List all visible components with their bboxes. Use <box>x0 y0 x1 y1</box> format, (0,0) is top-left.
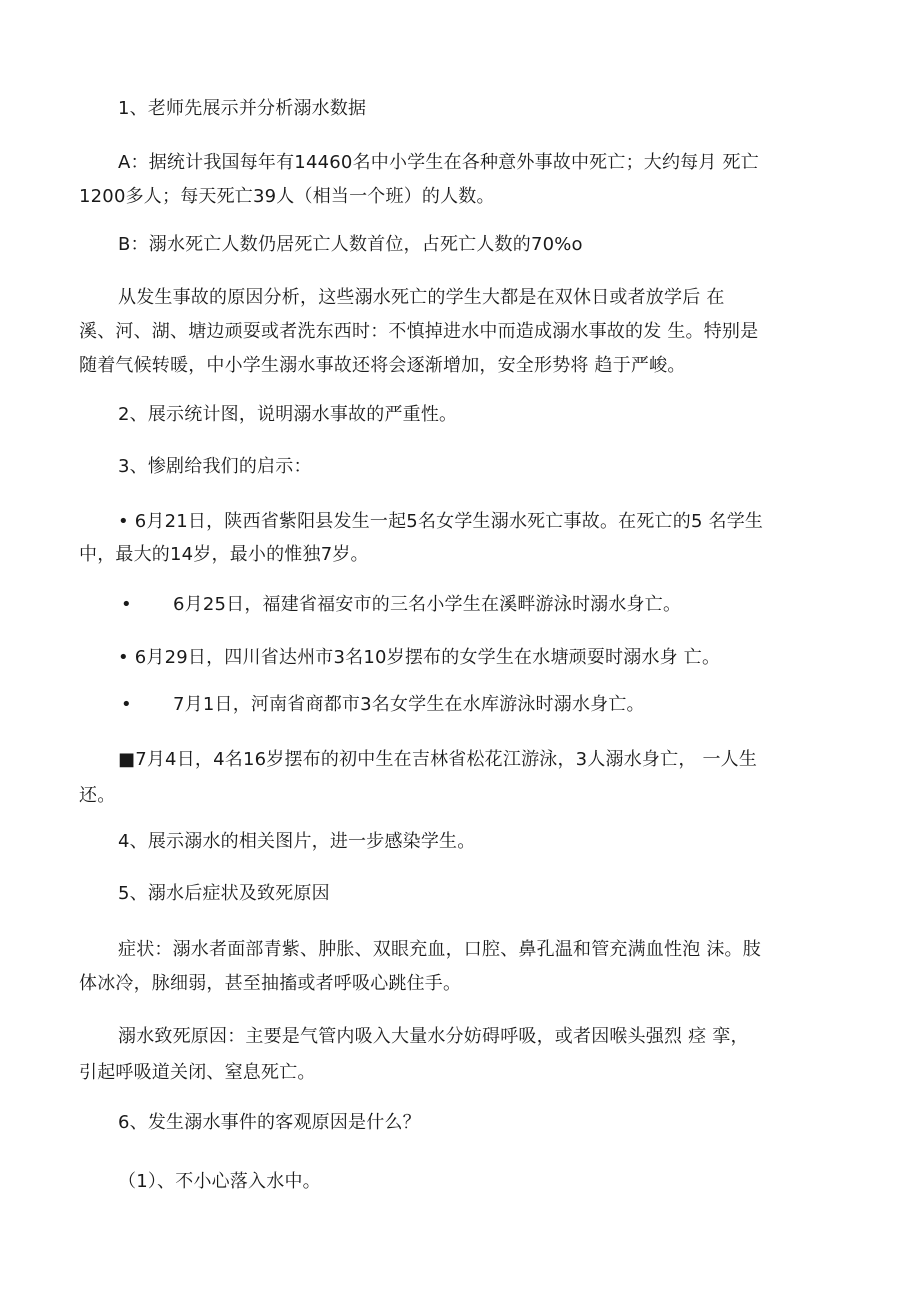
section-heading-5: 5、溺水后症状及致死原因 <box>118 883 330 904</box>
reason-1: （1）、不小心落入水中。 <box>118 1171 321 1192</box>
paragraph-a-line-2: 1200多人；每天死亡39人（相当一个班）的人数。 <box>79 186 495 207</box>
case-2-bullet: • <box>121 594 132 615</box>
case-4-bullet: • <box>121 694 132 715</box>
cause-paragraph-line-1: 从发生事故的原因分析，这些溺水死亡的学生大都是在双休日或者放学后 在 <box>118 287 725 308</box>
paragraph-b: B：溺水死亡人数仍居死亡人数首位，占死亡人数的70%o <box>118 234 583 255</box>
section-heading-6: 6、发生溺水事件的客观原因是什么？ <box>118 1112 421 1133</box>
death-cause-line-1: 溺水致死原因：主要是气管内吸入大量水分妨碍呼吸，或者因喉头强烈 痉 挛， <box>118 1026 749 1047</box>
case-5-line-1: ■7月4日，4名16岁摆布的初中生在吉林省松花江游泳，3人溺水身亡， 一人生 <box>118 749 758 770</box>
paragraph-a-line-1: A：据统计我国每年有14460名中小学生在各种意外事故中死亡；大约每月 死亡 <box>118 152 759 173</box>
section-heading-4: 4、展示溺水的相关图片，进一步感染学生。 <box>118 831 476 852</box>
section-heading-3: 3、惨剧给我们的启示： <box>118 456 312 477</box>
section-heading-1: 1、老师先展示并分析溺水数据 <box>118 98 367 119</box>
section-heading-2: 2、展示统计图，说明溺水事故的严重性。 <box>118 404 458 425</box>
death-cause-line-2: 引起呼吸道关闭、窒息死亡。 <box>79 1062 316 1083</box>
symptom-line-2: 体冰冷，脉细弱，甚至抽搐或者呼吸心跳住手。 <box>79 973 462 994</box>
symptom-line-1: 症状：溺水者面部青紫、肿胀、双眼充血，口腔、鼻孔温和管充满血性泡 沫。肢 <box>118 939 761 960</box>
case-5-line-2: 还。 <box>79 785 116 806</box>
case-1-line-2: 中，最大的14岁，最小的惟独7岁。 <box>79 544 369 565</box>
case-1-line-1: • 6月21日，陕西省紫阳县发生一起5名女学生溺水死亡事故。在死亡的5 名学生 <box>118 511 764 532</box>
case-2-text: 6月25日，福建省福安市的三名小学生在溪畔游泳时溺水身亡。 <box>173 594 682 615</box>
case-3: • 6月29日，四川省达州市3名10岁摆布的女学生在水塘顽耍时溺水身 亡。 <box>118 647 721 668</box>
case-4-text: 7月1日，河南省商都市3名女学生在水库游泳时溺水身亡。 <box>173 694 645 715</box>
cause-paragraph-line-3: 随着气候转暖，中小学生溺水事故还将会逐渐增加，安全形势将 趋于严峻。 <box>79 355 686 376</box>
cause-paragraph-line-2: 溪、河、湖、塘边顽耍或者洗东西时：不慎掉进水中而造成溺水事故的发 生。特别是 <box>79 321 759 342</box>
